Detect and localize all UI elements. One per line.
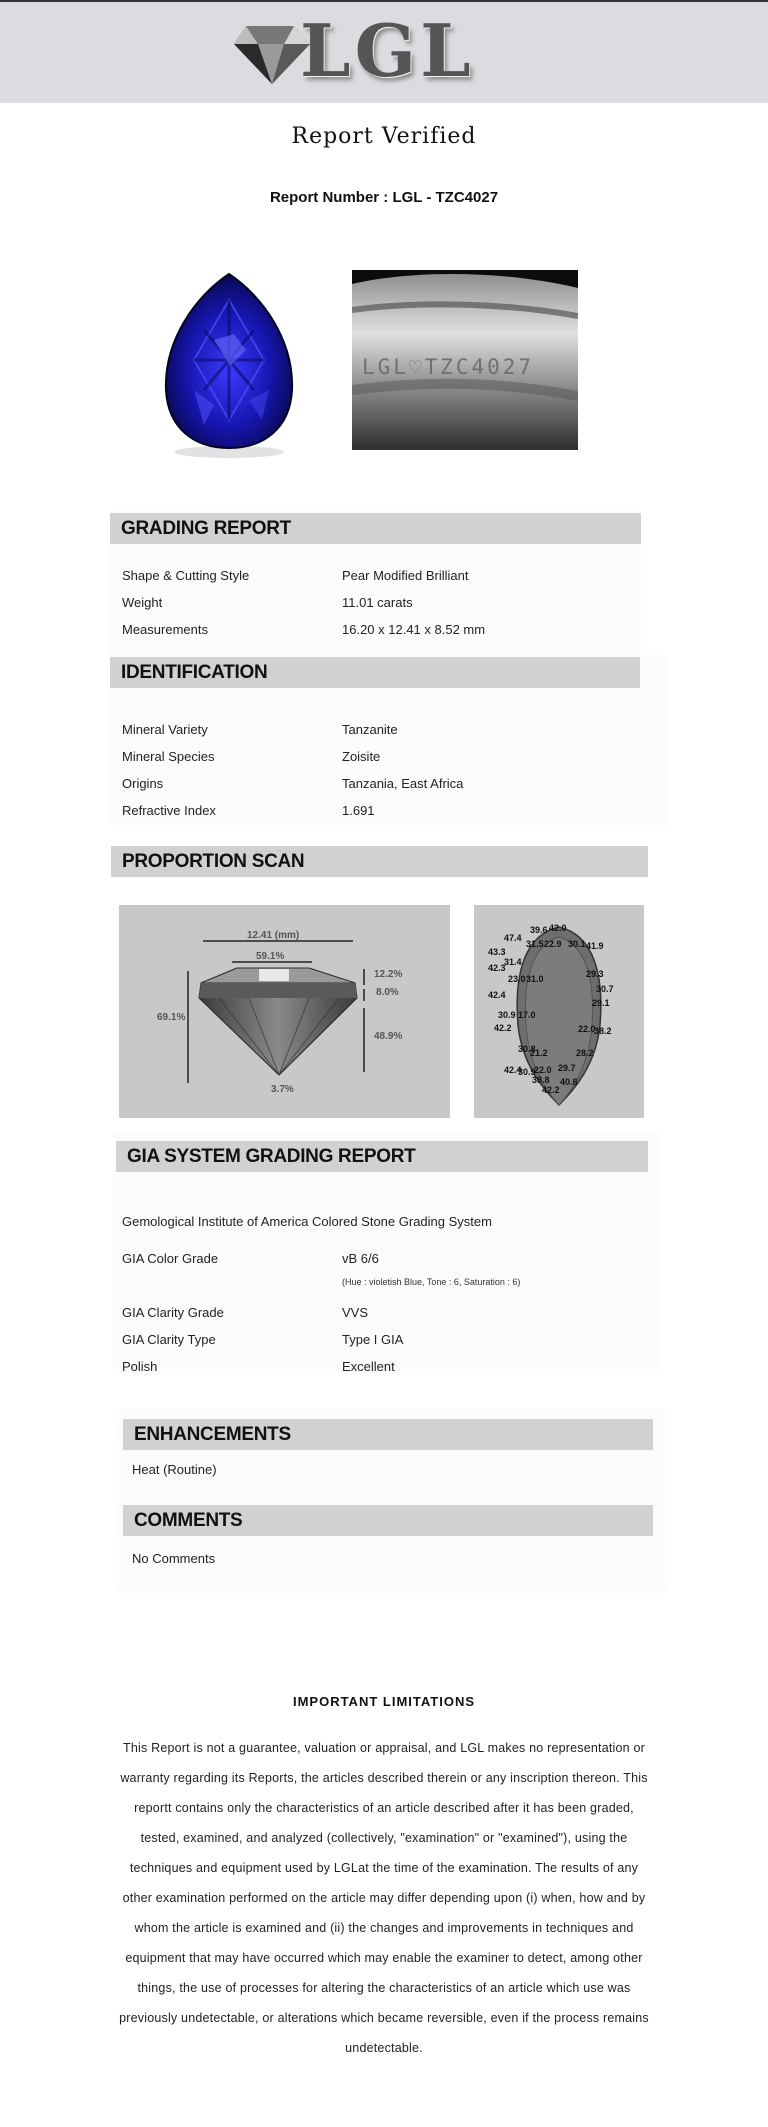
angle-label: 38.2 — [594, 1026, 612, 1036]
row-label: Measurements — [122, 622, 208, 637]
row-label: Mineral Species — [122, 749, 215, 764]
angle-label: 29.3 — [586, 969, 604, 979]
angle-label: 29.1 — [592, 998, 610, 1008]
row-label: GIA Clarity Grade — [122, 1305, 224, 1320]
girdle-label: 8.0% — [376, 987, 399, 998]
angle-label: 42.3 — [488, 963, 506, 973]
angle-label: 31.0 — [526, 974, 544, 984]
grading-heading: GRADING REPORT — [110, 513, 641, 544]
proportion-side-view — [119, 905, 450, 1118]
report-number: Report Number : LGL - TZC4027 — [269, 189, 499, 206]
angle-label: 38.8 — [532, 1075, 550, 1085]
enhancements-text: Heat (Routine) — [132, 1462, 217, 1477]
angle-label: 30.9 — [518, 1067, 536, 1077]
row-value: VVS — [342, 1305, 369, 1320]
row-label: Mineral Variety — [122, 722, 208, 737]
row-label: Refractive Index — [122, 803, 216, 818]
angle-label: 17.0 — [518, 1010, 536, 1020]
row-label: Origins — [122, 776, 164, 791]
depth-label: 69.1% — [157, 1012, 186, 1023]
culet-label: 3.7% — [271, 1084, 294, 1095]
row-value: 11.01 carats — [342, 595, 413, 610]
proportion-top-view — [474, 905, 644, 1118]
angle-label: 28.2 — [576, 1048, 594, 1058]
angle-label: 21.2 — [530, 1048, 548, 1058]
angle-label: 42.2 — [494, 1023, 512, 1033]
color-note: (Hue : violetish Blue, Tone : 6, Saturation : 6) — [342, 1277, 521, 1287]
identification-panel — [110, 655, 668, 825]
angle-label: 22.9 — [544, 939, 562, 949]
header-banner — [0, 0, 768, 103]
angle-label: 43.3 — [488, 947, 506, 957]
table-label: 59.1% — [256, 951, 285, 962]
row-label: Shape & Cutting Style — [122, 568, 250, 583]
proportion-heading: PROPORTION SCAN — [111, 846, 648, 877]
gia-intro: Gemological Institute of America Colored Stone Grading System — [122, 1214, 492, 1229]
angle-label: 39.6 — [530, 925, 548, 935]
angle-label: 23.0 — [508, 974, 526, 984]
angle-label: 31.5 — [526, 939, 544, 949]
inscription-text: LGL♡TZC4027 — [362, 355, 535, 379]
row-value: Pear Modified Brilliant — [342, 568, 469, 583]
angle-label: 30.1 — [568, 939, 586, 949]
angle-label: 22.0 — [578, 1024, 596, 1034]
limitations-heading: IMPORTANT LIMITATIONS — [292, 1694, 476, 1709]
angle-label: 42.4 — [488, 990, 506, 1000]
width-label: 12.41 (mm) — [247, 930, 300, 941]
row-value: vB 6/6 — [342, 1251, 379, 1266]
row-label: GIA Clarity Type — [122, 1332, 216, 1347]
gem-photo — [134, 270, 324, 460]
inscription-photo — [352, 270, 578, 450]
lgl-logo[interactable] — [232, 8, 492, 94]
gia-panel — [113, 1133, 658, 1373]
crown-label: 12.2% — [374, 969, 403, 980]
page-title: Report Verified — [291, 124, 477, 149]
logo-text: LGL — [300, 8, 475, 93]
pavilion-label: 48.9% — [374, 1031, 403, 1042]
angle-label: 29.7 — [558, 1063, 576, 1073]
row-value: Type I GIA — [342, 1332, 404, 1347]
comments-heading: COMMENTS — [123, 1505, 653, 1536]
enhancements-heading: ENHANCEMENTS — [123, 1419, 653, 1450]
angle-label: 42.0 — [549, 923, 567, 933]
angle-label: 42.2 — [542, 1085, 560, 1095]
angle-label: 30.9 — [498, 1010, 516, 1020]
comments-text: No Comments — [132, 1551, 216, 1566]
angle-label: 42.4 — [504, 1065, 522, 1075]
row-label: GIA Color Grade — [122, 1251, 219, 1266]
row-value: Excellent — [342, 1359, 395, 1374]
angle-label: 31.4 — [504, 957, 522, 967]
gia-heading: GIA SYSTEM GRADING REPORT — [116, 1141, 648, 1172]
row-value: Tanzania, East Africa — [342, 776, 464, 791]
row-value: 1.691 — [342, 803, 375, 818]
row-value: Tanzanite — [342, 722, 398, 737]
angle-label: 41.9 — [586, 941, 604, 951]
angle-label: 30.7 — [596, 984, 614, 994]
angle-label: 22.0 — [534, 1065, 552, 1075]
identification-heading: IDENTIFICATION — [110, 657, 640, 688]
row-label: Weight — [122, 595, 163, 610]
angle-label: 40.8 — [560, 1077, 578, 1087]
enhancements-panel — [118, 1408, 666, 1593]
row-label: Polish — [122, 1359, 158, 1374]
row-value: 16.20 x 12.41 x 8.52 mm — [342, 622, 486, 637]
grading-panel — [110, 511, 641, 661]
row-value: Zoisite — [342, 749, 381, 764]
limitations-text: This Report is not a guarantee, valuation or appraisal, and LGL makes no representation or warranty regarding its Reports, the articles described therein or any inscription thereon. This reportt contains only the characteristics of an article described after it has been graded, tested, examined, and analyzed (collectively, "examination" or "examined"), using the techniques and equipment used by LGLat the time of the examination. The results of any other examination performed on the article may differ depending upon (i) when, how and by whom the article is examined and (ii) the changes and improvements in techniques and equipment that may have occurred which may enable the examiner to detect, among other things, the use of processes for altering the characteristics of an article which use was previously undetectable, or alterations which became reversible, even if the process remains undetectable. — [119, 1741, 649, 2055]
angle-label: 30.8 — [518, 1044, 536, 1054]
angle-label: 47.4 — [504, 933, 522, 943]
